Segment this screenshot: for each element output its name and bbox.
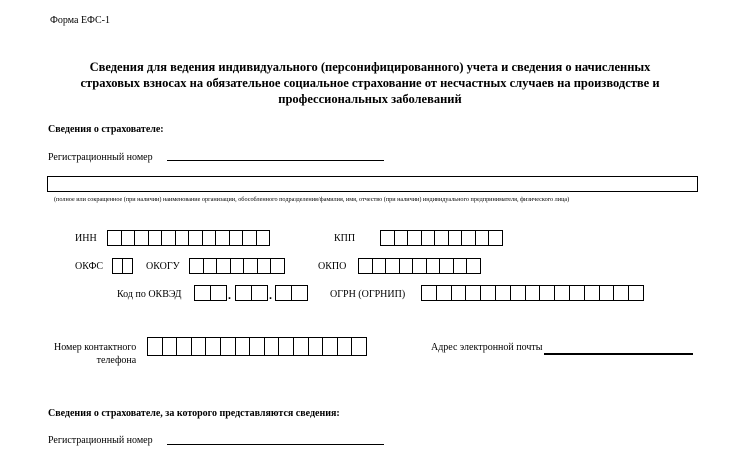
reported-reg-number-field[interactable] — [167, 444, 384, 445]
digit-cell[interactable] — [569, 285, 585, 301]
okogu-label: ОКОГУ — [146, 261, 180, 272]
digit-cell[interactable] — [203, 258, 218, 274]
digit-cell[interactable] — [161, 230, 176, 246]
digit-cell[interactable] — [599, 285, 615, 301]
digit-cell[interactable] — [337, 337, 353, 356]
digit-cell[interactable] — [480, 285, 496, 301]
digit-cell[interactable] — [554, 285, 570, 301]
inn-field[interactable] — [107, 230, 269, 246]
okpo-field[interactable] — [358, 258, 480, 274]
digit-cell[interactable] — [278, 337, 294, 356]
digit-cell[interactable] — [421, 230, 436, 246]
title-line: страховых взносах на обязательное социальное страхование от несчастных случаев на производстве и — [80, 76, 660, 90]
digit-cell[interactable] — [264, 337, 280, 356]
phone-label-line: телефона — [96, 355, 137, 366]
okpo-label: ОКПО — [318, 261, 347, 272]
digit-cell[interactable] — [242, 230, 257, 246]
reported-insurer-section-title: Сведения о страхователе, за которого представляются сведения: — [48, 408, 340, 419]
digit-cell[interactable] — [436, 285, 452, 301]
digit-cell[interactable] — [175, 230, 190, 246]
digit-cell[interactable] — [249, 337, 265, 356]
digit-cell[interactable] — [176, 337, 192, 356]
digit-cell[interactable] — [434, 230, 449, 246]
digit-cell[interactable] — [162, 337, 178, 356]
reported-reg-number-label: Регистрационный номер — [48, 435, 153, 446]
digit-cell[interactable] — [510, 285, 526, 301]
digit-cell[interactable] — [122, 258, 133, 274]
digit-cell[interactable] — [256, 230, 271, 246]
digit-cell[interactable] — [275, 285, 292, 301]
page-title — [40, 59, 700, 107]
title-line: Сведения для ведения индивидуального (персонифицированного) учета и сведения о начисленных — [89, 60, 651, 74]
digit-cell[interactable] — [270, 258, 285, 274]
digit-cell[interactable] — [148, 230, 163, 246]
digit-cell[interactable] — [399, 258, 414, 274]
form-code: Форма ЕФС-1 — [50, 15, 110, 26]
okved-group-2[interactable] — [235, 285, 267, 301]
reg-number-field[interactable] — [167, 160, 384, 161]
digit-cell[interactable] — [251, 285, 268, 301]
digit-cell[interactable] — [466, 258, 481, 274]
digit-cell[interactable] — [291, 285, 308, 301]
digit-cell[interactable] — [205, 337, 221, 356]
digit-cell[interactable] — [451, 285, 467, 301]
email-field[interactable] — [544, 353, 693, 355]
digit-cell[interactable] — [235, 285, 252, 301]
digit-cell[interactable] — [191, 337, 207, 356]
digit-cell[interactable] — [372, 258, 387, 274]
digit-cell[interactable] — [121, 230, 136, 246]
digit-cell[interactable] — [235, 337, 251, 356]
inn-label: ИНН — [75, 233, 97, 244]
digit-cell[interactable] — [394, 230, 409, 246]
okved-separator: . — [269, 288, 272, 302]
digit-cell[interactable] — [613, 285, 629, 301]
digit-cell[interactable] — [475, 230, 490, 246]
digit-cell[interactable] — [380, 230, 395, 246]
insurer-section-title: Сведения о страхователе: — [48, 124, 164, 135]
kpp-field[interactable] — [380, 230, 502, 246]
digit-cell[interactable] — [188, 230, 203, 246]
phone-label-line: Номер контактного — [54, 342, 137, 353]
okved-label: Код по ОКВЭД — [117, 289, 182, 300]
digit-cell[interactable] — [147, 337, 163, 356]
digit-cell[interactable] — [525, 285, 541, 301]
digit-cell[interactable] — [189, 258, 204, 274]
digit-cell[interactable] — [322, 337, 338, 356]
digit-cell[interactable] — [230, 258, 245, 274]
digit-cell[interactable] — [243, 258, 258, 274]
digit-cell[interactable] — [215, 230, 230, 246]
digit-cell[interactable] — [210, 285, 227, 301]
phone-label — [54, 341, 136, 367]
digit-cell[interactable] — [453, 258, 468, 274]
digit-cell[interactable] — [407, 230, 422, 246]
okved-separator: . — [228, 288, 231, 302]
digit-cell[interactable] — [412, 258, 427, 274]
digit-cell[interactable] — [461, 230, 476, 246]
digit-cell[interactable] — [358, 258, 373, 274]
digit-cell[interactable] — [488, 230, 503, 246]
digit-cell[interactable] — [220, 337, 236, 356]
okfs-label: ОКФС — [75, 261, 104, 272]
reg-number-label: Регистрационный номер — [48, 152, 153, 163]
ogrn-label: ОГРН (ОГРНИП) — [330, 289, 406, 300]
digit-cell[interactable] — [229, 230, 244, 246]
digit-cell[interactable] — [293, 337, 309, 356]
digit-cell[interactable] — [385, 258, 400, 274]
digit-cell[interactable] — [216, 258, 231, 274]
digit-cell[interactable] — [439, 258, 454, 274]
digit-cell[interactable] — [107, 230, 122, 246]
digit-cell[interactable] — [628, 285, 644, 301]
organization-name-field[interactable] — [47, 176, 698, 192]
digit-cell[interactable] — [495, 285, 511, 301]
ogrn-field[interactable] — [421, 285, 643, 301]
okfs-field[interactable] — [112, 258, 132, 274]
digit-cell[interactable] — [308, 337, 324, 356]
digit-cell[interactable] — [584, 285, 600, 301]
digit-cell[interactable] — [134, 230, 149, 246]
okved-group-1[interactable] — [194, 285, 226, 301]
phone-field[interactable] — [147, 337, 366, 356]
digit-cell[interactable] — [194, 285, 211, 301]
digit-cell[interactable] — [465, 285, 481, 301]
digit-cell[interactable] — [351, 337, 367, 356]
kpp-label: КПП — [334, 233, 356, 244]
digit-cell[interactable] — [426, 258, 441, 274]
title-line: профессиональных заболеваний — [278, 92, 462, 106]
okved-group-3[interactable] — [275, 285, 307, 301]
digit-cell[interactable] — [421, 285, 437, 301]
digit-cell[interactable] — [202, 230, 217, 246]
okogu-field[interactable] — [189, 258, 284, 274]
organization-name-hint: (полное или сокращенное (при наличии) наименование организации, обособленного подразделения/фамилия, имя, отчество (при наличии) индивидуального предпринимателя, физического лица) — [54, 196, 570, 203]
digit-cell[interactable] — [257, 258, 272, 274]
email-label: Адрес электронной почты — [431, 342, 543, 353]
digit-cell[interactable] — [448, 230, 463, 246]
digit-cell[interactable] — [539, 285, 555, 301]
